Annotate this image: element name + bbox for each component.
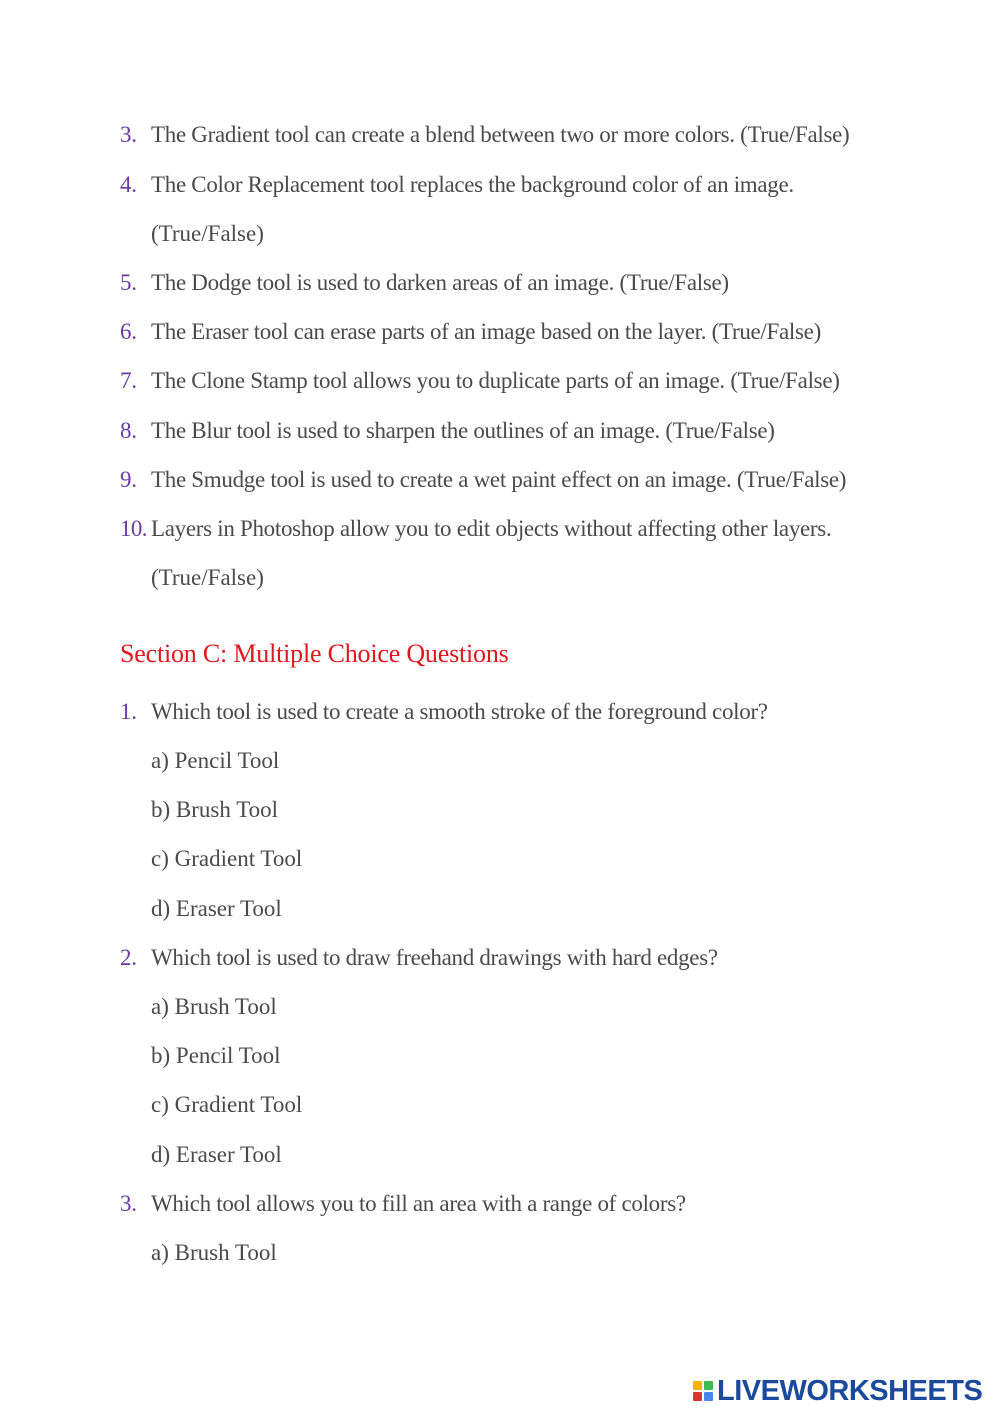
mcq-3-option-a[interactable]: a) Brush Tool — [151, 1240, 277, 1265]
tf-item-7 — [120, 366, 940, 396]
item-number: 8. — [120, 418, 137, 443]
tf-item-8 — [120, 416, 940, 446]
item-number: 3. — [120, 122, 137, 147]
item-text: Layers in Photoshop allow you to edit objects without affecting other layers. — [151, 516, 832, 541]
item-number: 7. — [120, 368, 137, 393]
tf-item-9 — [120, 465, 940, 495]
question-number: 2. — [120, 945, 137, 970]
liveworksheets-logo[interactable] — [693, 1374, 982, 1408]
mcq-1-option-d[interactable]: d) Eraser Tool — [151, 896, 282, 921]
tf-item-10 — [120, 514, 940, 544]
logo-square-3 — [693, 1392, 702, 1401]
item-number: 6. — [120, 319, 137, 344]
item-text: The Smudge tool is used to create a wet paint effect on an image. (True/False) — [151, 467, 847, 492]
item-text: The Clone Stamp tool allows you to duplicate parts of an image. (True/False) — [151, 368, 840, 393]
question-number: 3. — [120, 1191, 137, 1216]
mcq-question-2 — [120, 943, 940, 973]
question-number: 1. — [120, 699, 137, 724]
item-text: The Dodge tool is used to darken areas of an image. (True/False) — [151, 270, 729, 295]
mcq-2-option-c[interactable]: c) Gradient Tool — [151, 1092, 303, 1117]
item-number: 4. — [120, 172, 137, 197]
item-number: 10. — [120, 516, 147, 541]
item-text: The Blur tool is used to sharpen the outlines of an image. (True/False) — [151, 418, 775, 443]
mcq-2-option-a[interactable]: a) Brush Tool — [151, 994, 277, 1019]
item-text: The Gradient tool can create a blend between two or more colors. (True/False) — [151, 122, 850, 147]
question-text: Which tool is used to draw freehand drawings with hard edges? — [151, 945, 718, 970]
mcq-1-option-b[interactable]: b) Brush Tool — [151, 797, 279, 822]
item-number: 5. — [120, 270, 137, 295]
mcq-question-1 — [120, 697, 940, 727]
section-c-title: Section C: Multiple Choice Questions — [120, 639, 509, 668]
mcq-2-option-d[interactable]: d) Eraser Tool — [151, 1142, 282, 1167]
mcq-2-option-b[interactable]: b) Pencil Tool — [151, 1043, 281, 1068]
tf-item-5 — [120, 268, 940, 298]
tf-item-6 — [120, 317, 940, 347]
question-text: Which tool allows you to fill an area with a range of colors? — [151, 1191, 686, 1216]
item-text: The Color Replacement tool replaces the background color of an image. — [151, 172, 794, 197]
mcq-1-option-c[interactable]: c) Gradient Tool — [151, 846, 303, 871]
tf-item-4-continuation: (True/False) — [151, 221, 264, 246]
tf-item-3 — [120, 120, 940, 150]
mcq-1-option-a[interactable]: a) Pencil Tool — [151, 748, 280, 773]
liveworksheets-logo-icon — [693, 1381, 713, 1401]
logo-text: LIVEWORKSHEETS — [717, 1374, 983, 1407]
tf-item-4 — [120, 170, 940, 200]
tf-item-10-continuation: (True/False) — [151, 565, 264, 590]
item-number: 9. — [120, 467, 137, 492]
item-text: The Eraser tool can erase parts of an image based on the layer. (True/False) — [151, 319, 821, 344]
mcq-question-3 — [120, 1189, 940, 1219]
question-text: Which tool is used to create a smooth stroke of the foreground color? — [151, 699, 768, 724]
logo-square-4 — [704, 1392, 713, 1401]
logo-square-2 — [704, 1381, 713, 1390]
logo-square-1 — [693, 1381, 702, 1390]
